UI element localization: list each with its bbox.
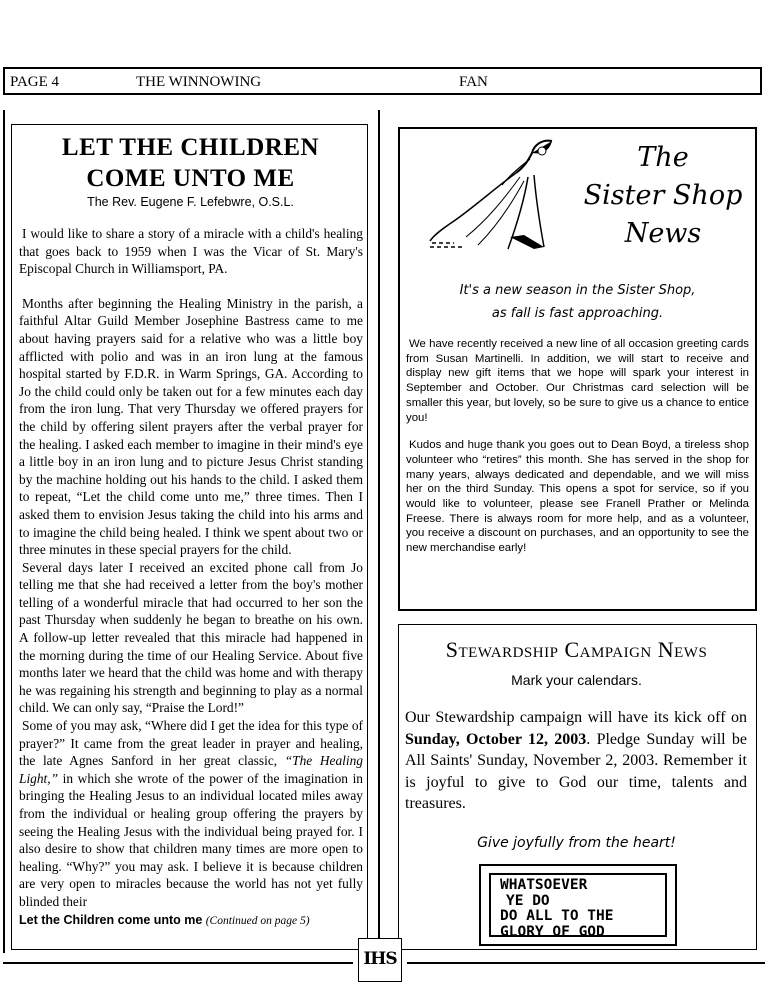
title-line-1: LET THE CHILDREN (61, 134, 320, 161)
article-author: The Rev. Eugene F. Lefebwre, O.S.L. (87, 195, 294, 209)
running-sister-illustration (424, 137, 576, 259)
title-line-2: COME UNTO ME (86, 165, 295, 192)
stewardship-tagline: Give joyfully from the heart! (477, 835, 676, 851)
plaque-line-3: DO ALL TO THE (500, 908, 614, 924)
shop-intro-line-2: as fall is fast approaching. (491, 306, 664, 321)
closing-phrase: Let the Children come unto me (19, 912, 203, 927)
stewardship-body (405, 707, 747, 815)
newsletter-title: THE WINNOWING (136, 74, 262, 90)
stewardship-box (398, 624, 757, 950)
stewardship-body-b: . Pledge Sunday will be All Saints' Sunday, November 2, 2003. Remember it is joyful to give to God our time, talents and treasures. (405, 730, 747, 812)
book-title: “The Healing Light,” (19, 753, 363, 786)
footer-rule-left (3, 962, 353, 964)
plaque-line-1: WHATSOEVER (500, 877, 588, 893)
shop-body (406, 337, 749, 556)
shop-paragraph-1: We have recently received a new line of all occasion greeting cards from Susan Martinelli. In addition, we will start to receive and display new gift items that we hope will spark your interest in September and October. Our Christmas card selection will be smaller this year, but lovely, so be sure to give us a chance to entice you! (406, 338, 749, 424)
paragraph-2: Months after beginning the Healing Ministry in the parish, a faithful Altar Guild Member Josephine Bastress came to me about having prayers said for a relative who was a little boy afflicted with polio and was in an iron lung at the famous hospital started by F.D.R. in Warm Springs, GA. According to Jo the child could only be taken out for a few minutes each day from the iron lung. That very Thursday we offered prayers for the child by offering silent prayers after the verbal prayer for the healing. I asked each member to imagine in their mind's eye a little boy in an iron lung and to picture Jesus Christ standing by the machine holding out his hands to the child. I asked them to repeat, “Let the child come unto me,” three times. Then I asked them to envision Jesus taking the child into his arms and to imagine the child being healed. I think we spent about two or three minutes in these special prayers for the child. (19, 295, 363, 558)
newsletter-title-fan: FAN (459, 74, 488, 90)
footer-rule-right (407, 962, 765, 964)
whatsoever-plaque-inner (489, 873, 667, 940)
paragraph-end (19, 911, 363, 931)
paragraph-1: I would like to share a story of a miracle with a child's healing that goes back to 1959 when I was the Vicar of St. Mary's Episcopal Church in Williamsport, PA. (19, 226, 363, 277)
shop-intro (400, 279, 755, 325)
kickoff-date: Sunday, October 12, 2003 (405, 730, 587, 748)
left-rule (3, 110, 5, 953)
page-number: PAGE 4 (10, 74, 60, 90)
stewardship-title: Stewardship Campaign News (445, 637, 708, 662)
center-rule (378, 110, 380, 953)
page-header (3, 67, 762, 95)
plaque-line-2: YE DO (506, 892, 550, 909)
children-article (11, 124, 368, 950)
article-title (12, 132, 369, 194)
paragraph-4-a: Some of you may ask, “Where did I get the idea for this type of prayer?” It came from the great leader in prayer and healing, the late Agnes Sanford in her great classic, (19, 718, 363, 769)
ihs-monogram: IHS (358, 938, 402, 982)
sister-shop-box (398, 127, 757, 611)
shop-intro-line-1: It's a new season in the Sister Shop, (459, 283, 696, 298)
whatsoever-plaque (479, 864, 677, 946)
shop-title-line-3: News (624, 218, 702, 249)
sister-shop-title (568, 139, 758, 253)
paragraph-3: Several days later I received an excited phone call from Jo telling me that she had received a letter from the boy's mother telling of a wonderful miracle that had occurred to her son the past Thursday when suddenly he began to breathe on his own. A follow-up letter revealed that this miracle had happened in the morning during the time of our Healing Service. About five months later we heard that the child was home and with therapy he was regaining his strength and beginning to play as a normal child. We can only say, “Praise the Lord!” (19, 559, 363, 716)
stewardship-subtitle: Mark your calendars. (511, 672, 642, 688)
stewardship-body-a: Our Stewardship campaign will have its kick off on (405, 709, 747, 726)
plaque-line-4: GLORY OF GOD (500, 923, 605, 940)
shop-title-line-2: Sister Shop (583, 180, 743, 211)
article-body (19, 225, 363, 930)
shop-paragraph-2: Kudos and huge thank you goes out to Dean Boyd, a tireless shop volunteer who “retires” this month. She has served in the shop for many years, always dedicated and dependable, and we will miss her on the third Sunday. This opens a spot for service, so if you would like to volunteer, please see Franell Prather or Melinda Freese. There is always room for more help, and as a volunteer, you receive a discount on purchases, and an opportunity to see the new merchandise early! (406, 439, 749, 555)
paragraph-4-b: in which she wrote of the power of the imagination in bringing the Healing Jesus to an individual located miles away from the individual or healing group offering the prayers by seeing the Healing Jesus with the individual being prayed for. I also desire to show that children many times are more open to healing. “Why?” you may ask. I believe it is because children are very open to miracles because the world has not yet fully blinded their (19, 770, 363, 909)
continued-note: (Continued on page 5) (205, 914, 310, 927)
shop-title-line-1: The (637, 142, 689, 173)
paragraph-4 (19, 717, 363, 911)
